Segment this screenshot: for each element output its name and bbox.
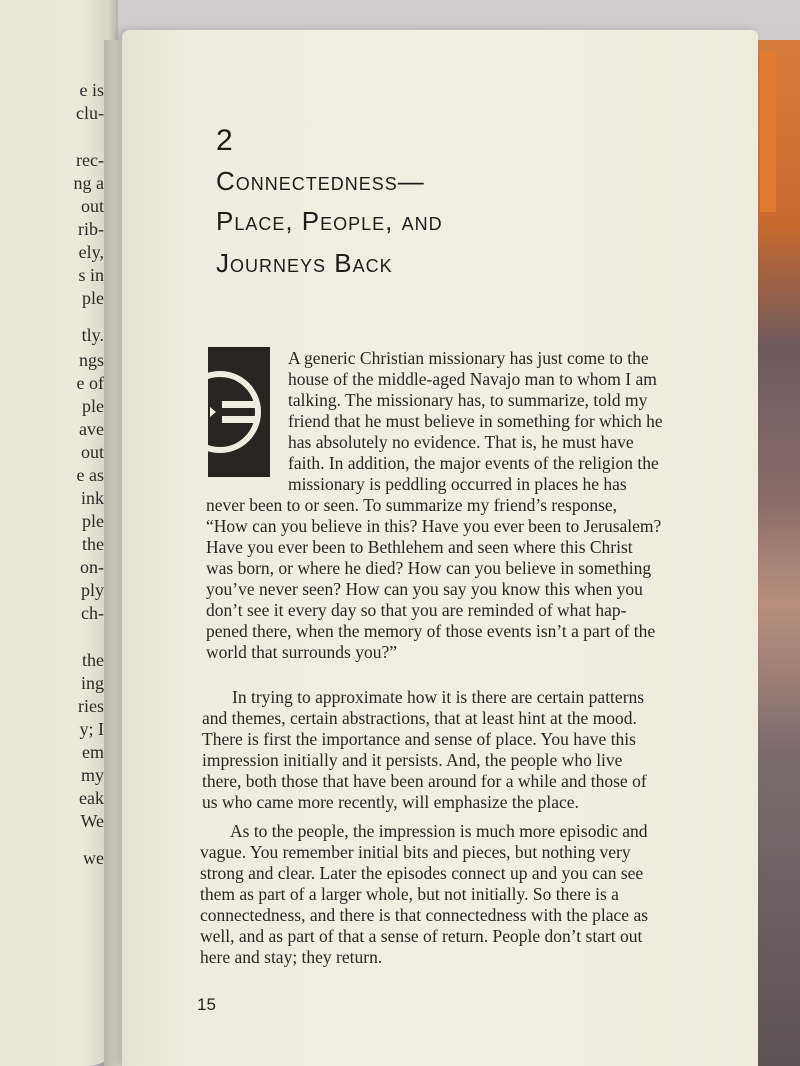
paragraph-1-line: you’ve never seen? How can you say you know this when you [206, 579, 643, 599]
paragraph-3-line: connectedness, and there is that connectedness with the place as [200, 905, 649, 925]
left-page-fragment: ely, [78, 242, 104, 262]
chapter-number: 2 [216, 124, 233, 157]
paragraph-1-line: never been to or seen. To summarize my friend’s response, [206, 495, 618, 515]
left-page-fragment: rec- [76, 150, 104, 170]
left-page-fragment: eak [79, 788, 104, 808]
left-page-fragment: ng a [73, 173, 104, 193]
left-page-fragment: ply [80, 580, 104, 600]
left-page-fragment: we [83, 848, 104, 868]
paragraph-1-line: has absolutely no evidence. That is, he must have [288, 432, 634, 452]
left-page-fragment: the [82, 650, 104, 670]
paragraph-1-line: Have you ever been to Bethlehem and seen where this Christ [206, 537, 633, 557]
left-page-fragment: rib- [78, 219, 104, 239]
left-page-fragment: s in [78, 265, 104, 285]
cover-orange-stripe [760, 52, 776, 212]
left-page-fragment: clu- [76, 103, 104, 123]
paragraph-1-line: faith. In addition, the major events of the religion the [288, 453, 659, 473]
left-page-fragment: on- [80, 557, 104, 577]
paragraph-2-line: There is first the importance and sense of place. You have this [202, 729, 636, 749]
paragraph-3-line: well, and as part of that a sense of return. People don’t start out [200, 926, 643, 946]
chapter-title-line-2: Place, People, and [216, 206, 443, 236]
left-page-fragment: e is [79, 80, 104, 100]
left-page-fragment: ngs [78, 350, 104, 370]
left-page-fragment: my [80, 765, 104, 785]
left-page-fragment: tly. [81, 325, 104, 345]
left-page-fragment: ple [82, 288, 104, 308]
paragraph-1-line: was born, or where he died? How can you believe in something [206, 558, 652, 578]
paragraph-2-line: there, both those that have been around for a while and those of [202, 771, 647, 791]
paragraph-3-line: strong and clear. Later the episodes connect up and you can see [200, 863, 644, 883]
left-page-fragment: out [80, 442, 104, 462]
paragraph-2-line: In trying to approximate how it is there are certain patterns [232, 687, 645, 707]
left-page-fragment: ing [80, 673, 104, 693]
left-page-fragment: e as [76, 465, 104, 485]
left-page-fragment: out [80, 196, 104, 216]
left-page-fragment: ave [79, 419, 104, 439]
paragraph-1-line: “How can you believe in this? Have you ever been to Jerusalem? [206, 516, 662, 536]
paragraph-3-line: vague. You remember initial bits and pieces, but nothing very [200, 842, 631, 862]
paragraph-1-line: A generic Christian missionary has just come to the [288, 348, 649, 368]
left-page-fragment: ple [82, 511, 104, 531]
left-page-fragment: We [80, 811, 104, 831]
chapter-title-line-3: Journeys Back [216, 248, 393, 278]
left-page-fragment: e of [76, 373, 104, 393]
left-page-fragment: ries [78, 696, 104, 716]
paragraph-1-line: missionary is peddling occurred in places he has [288, 474, 627, 494]
left-page-fragment: y; I [79, 719, 104, 739]
left-page [0, 0, 118, 1066]
left-page-fragment: em [82, 742, 104, 762]
paragraph-1-line: talking. The missionary has, to summarize, told my [288, 390, 648, 410]
paragraph-1-line: house of the middle-aged Navajo man to whom I am [288, 369, 657, 389]
paragraph-3-line: them as part of a larger whole, but not initially. So there is a [200, 884, 619, 904]
paragraph-2-line: impression initially and it persists. And, the people who live [202, 750, 623, 770]
paragraph-1-line: friend that he must believe in something for which he [288, 411, 663, 431]
paragraph-3-line: here and stay; they return. [200, 947, 383, 967]
left-page-fragment: ch- [81, 603, 104, 623]
paragraph-1-line: pened there, when the memory of those events isn’t a part of the [206, 621, 656, 641]
paragraph-1-line: world that surrounds you?” [206, 642, 398, 662]
chapter-title-line-1: Connectedness— [216, 166, 425, 196]
left-page-fragment: ple [82, 396, 104, 416]
dropcap-ornament-icon [208, 347, 270, 477]
left-page-fragment: the [82, 534, 104, 554]
paragraph-1-line: don’t see it every day so that you are reminded of what hap- [206, 600, 627, 620]
left-page-fragment: ink [80, 488, 104, 508]
paragraph-3-line: As to the people, the impression is much more episodic and [230, 821, 648, 841]
paragraph-2-line: us who came more recently, will emphasize the place. [202, 792, 579, 812]
paragraph-2-line: and themes, certain abstractions, that at least hint at the mood. [202, 708, 637, 728]
page-number: 15 [197, 995, 216, 1014]
